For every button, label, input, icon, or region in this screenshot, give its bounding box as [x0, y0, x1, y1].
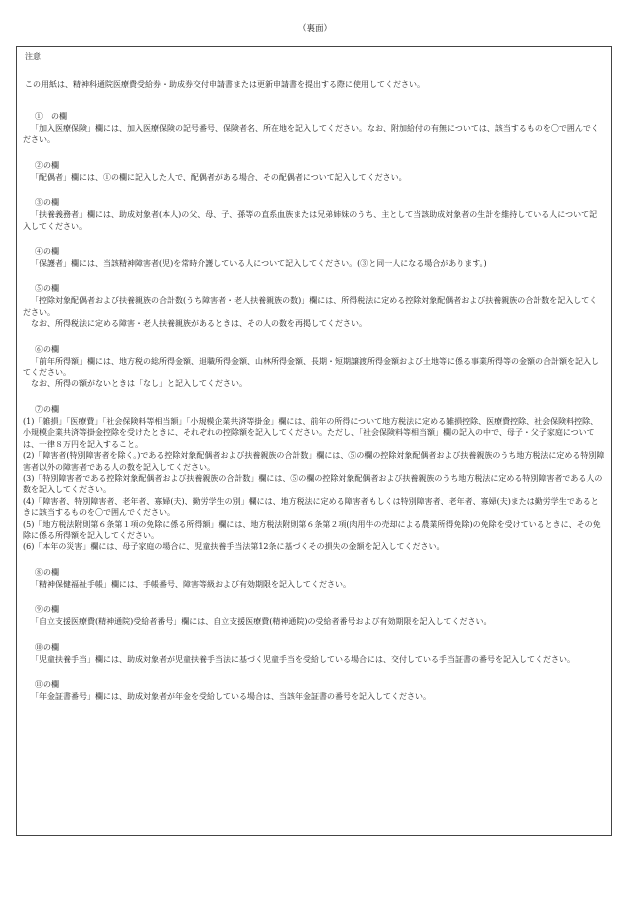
- section-paragraph: 「前年所得額」欄には、地方税の総所得金額、退職所得金額、山林所得金額、長期・短期譲渡所得金額および土地等に係る事業所得等の金額の合計額を記入してください。: [23, 356, 599, 378]
- section-4: [23, 246, 605, 269]
- section-heading: ⑤の欄: [35, 284, 59, 294]
- section-10: [23, 642, 605, 665]
- section-6: [23, 344, 605, 390]
- section-paragraph: なお、所得税法に定める障害・老人扶養親族があるときは、その人の数を再掲してください。: [31, 319, 367, 329]
- section-paragraph: 「扶養義務者」欄には、助成対象者(本人)の父、母、子、孫等の直系血族または兄弟姉妹のうち、主として当該助成対象者の生計を維持している人について記入してください。: [23, 210, 598, 231]
- section-paragraph: 「控除対象配偶者および扶養親族の合計数(うち障害者・老人扶養親族の数)」欄には、所得税法に定める控除対象配偶者および扶養親族の合計数を記入してください。: [23, 296, 598, 317]
- section-11: [23, 679, 605, 702]
- notes-frame: [16, 46, 612, 836]
- section-2: [23, 160, 605, 183]
- section-5: [23, 283, 605, 329]
- intro-text: この用紙は、精神科通院医療費受給券・助成券交付申請書または更新申請書を提出する際に使用してください。: [25, 80, 425, 89]
- section-heading: ③の欄: [35, 198, 59, 208]
- section-paragraph: 「保護者」欄には、当該精神障害者(児)を常時介護している人について記入してください。(③と同一人になる場合があります。): [31, 259, 487, 269]
- section-heading: ⑪の欄: [35, 679, 59, 689]
- section-paragraph: 「児童扶養手当」欄には、助成対象者が児童扶養手当法に基づく児童手当を受給している場合には、交付している手当証書の番号を記入してください。: [31, 654, 575, 664]
- section-heading: ⑧の欄: [35, 567, 59, 577]
- section-7: [23, 404, 605, 553]
- section-paragraph: 「配偶者」欄には、①の欄に記入した人で、配偶者がある場合、その配偶者について記入してください。: [31, 172, 407, 182]
- section-item-list: [23, 416, 605, 553]
- section-paragraph: 「加入医療保険」欄には、加入医療保険の記号番号、保険者名、所在地を記入してください。なお、附加給付の有無については、該当するものを〇で囲んでください。: [23, 124, 599, 145]
- section-heading: ④の欄: [35, 247, 59, 257]
- list-item: (1)「雑損」「医療費」「社会保険料等相当額」「小規模企業共済等掛金」欄には、前年の所得について地方税法に定める雑損控除、医療費控除、社会保険料控除、小規模企業共済等掛金控除を受けたときに、それぞれの控除額を記入してください。ただし、「社会保険料等相当額」欄の記入の中で、母子・父子家庭については、一律８万円を記入すること。: [23, 416, 599, 449]
- list-item: (6)「本年の災害」欄には、母子家庭の場合に、児童扶養手当法第12条に基づくその損失の金額を記入してください。: [23, 542, 445, 552]
- section-paragraph: 「精神保健福祉手帳」欄には、手帳番号、障害等級および有効期限を記入してください。: [31, 579, 351, 589]
- section-3: [23, 197, 605, 232]
- list-item: (4)「障害者、特別障害者、老年者、寡婦(夫)、勤労学生の別」欄には、地方税法に定める障害者もしくは特別障害者、老年者、寡婦(夫)または勤労学生であるときに該当するものを〇で囲んでください。: [23, 496, 599, 518]
- section-8: [23, 567, 605, 590]
- section-heading: ⑥の欄: [35, 344, 59, 354]
- section-1: [23, 111, 605, 146]
- list-item: (3)「特別障害者である控除対象配偶者および扶養親族の合計数」欄には、⑤の欄の控除対象配偶者および扶養親族のうち地方税法に定める特別障害者である人の数を記入してください。: [23, 473, 603, 495]
- list-item: (5)「地方税法附則第６条第１項の免除に係る所得額」欄には、地方税法附則第６条第２項(肉用牛の売却による農業所得免除)の免除を受けているときに、その免除に係る所得額を記入してください。: [23, 519, 601, 540]
- section-heading: ① の欄: [35, 112, 67, 121]
- section-paragraph: 「年金証書番号」欄には、助成対象者が年金を受給している場合は、当該年金証書の番号を記入してください。: [31, 691, 431, 701]
- page-label: （裏面）: [297, 24, 332, 34]
- section-heading: ⑨の欄: [35, 605, 59, 615]
- section-paragraph: 「自立支援医療費(精神通院)受給者番号」欄には、自立支援医療費(精神通院)の受給者番号および有効期限を記入してください。: [31, 617, 492, 627]
- list-item: (2)「障害者(特別障害者を除く。)である控除対象配偶者および扶養親族の合計数」欄には、⑤の欄の控除対象配偶者および扶養親族のうち地方税法に定める特別障害者以外の障害者である人の数を記入してください。: [23, 451, 605, 472]
- section-heading: ⑦の欄: [35, 404, 59, 414]
- section-heading: ⑩の欄: [35, 642, 59, 652]
- section-heading: ②の欄: [35, 160, 59, 170]
- notes-title: 注意: [25, 52, 41, 61]
- section-paragraph: なお、所得の額がないときは「なし」と記入してください。: [31, 379, 247, 389]
- section-9: [23, 604, 605, 627]
